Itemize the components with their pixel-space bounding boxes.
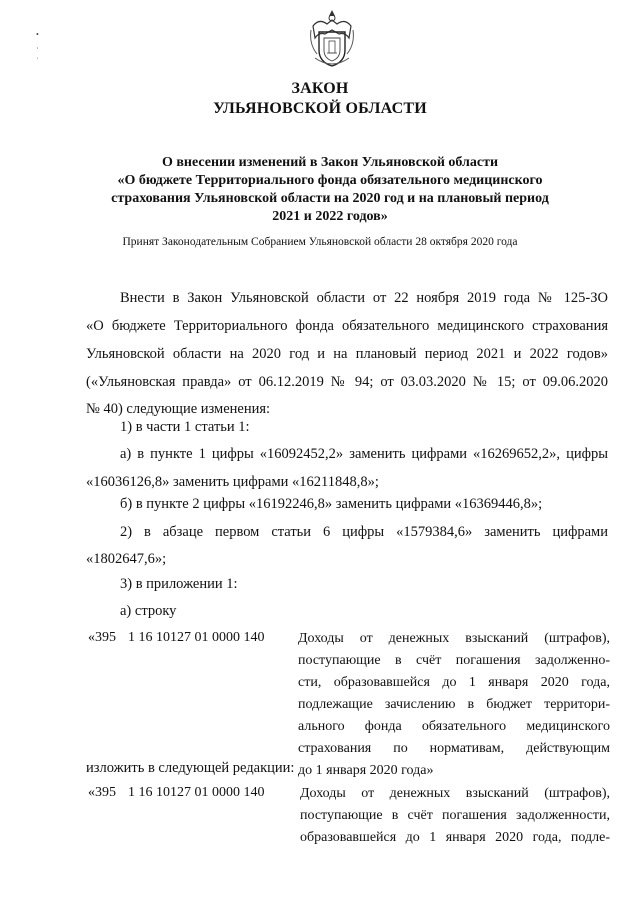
- margin-mark: ˙: [36, 56, 39, 65]
- law-title: ЗАКОН: [291, 80, 349, 97]
- margin-mark: ·: [36, 44, 39, 53]
- row-description-line: образовавшейся до 1 января 2020 года, подле-: [300, 830, 610, 845]
- replace-instruction: изложить в следующей редакции:: [86, 760, 295, 776]
- margin-mark: •: [36, 30, 39, 39]
- row-description-line: страхования по нормативам, действующим: [298, 741, 610, 756]
- item-3: 3) в приложении 1:: [120, 576, 238, 592]
- item-3a: а) строку: [120, 603, 177, 619]
- item-1: 1) в части 1 статьи 1:: [120, 419, 250, 435]
- intro-line: Ульяновской области на 2020 год и на плановый период 2021 и 2022 годов»: [86, 346, 608, 362]
- item-1b: б) в пункте 2 цифры «16192246,8» заменить цифрами «16369446,8»;: [120, 496, 543, 512]
- item-2-line: 2) в абзаце первом статьи 6 цифры «1579384,6» заменить цифрами: [120, 524, 608, 540]
- row-kbk-code: 1 16 10127 01 0000 140: [128, 785, 265, 800]
- row-description-line: до 1 января 2020 года»: [298, 763, 434, 778]
- item-1a-line: а) в пункте 1 цифры «16092452,2» заменить цифрами «16269652,2», цифры: [120, 446, 608, 462]
- row-description: [298, 628, 610, 782]
- row-description: [300, 783, 610, 849]
- subtitle-line: О внесении изменений в Закон Ульяновской области: [161, 155, 499, 170]
- intro-line: Внести в Закон Ульяновской области от 22 ноября 2019 года № 125-ЗО: [120, 290, 608, 306]
- region-title: УЛЬЯНОВСКОЙ ОБЛАСТИ: [213, 100, 427, 117]
- row-description-line: ального фонда обязательного медицинского: [298, 719, 610, 734]
- row-quote-code: «395: [88, 630, 116, 645]
- item-1a-line: «16036126,8» заменить цифрами «16211848,8»;: [86, 474, 379, 490]
- row-kbk-code: 1 16 10127 01 0000 140: [128, 630, 265, 645]
- law-subtitle: [100, 154, 560, 226]
- row-description-line: подлежащие зачислению в бюджет территори-: [298, 697, 610, 712]
- adoption-note: Принят Законодательным Собранием Ульяновской области 28 октября 2020 года: [122, 236, 518, 248]
- intro-line: «О бюджете Территориального фонда обязательного медицинского страхования: [86, 318, 608, 334]
- subtitle-line: страхования Ульяновской области на 2020 год и на плановый период: [111, 191, 549, 206]
- subtitle-line: «О бюджете Территориального фонда обязательного медицинского: [117, 173, 543, 188]
- intro-line: № 40) следующие изменения:: [86, 401, 271, 417]
- coat-of-arms-icon: [305, 8, 359, 70]
- row-description-line: Доходы от денежных взысканий (штрафов),: [298, 631, 610, 646]
- item-2-line: «1802647,6»;: [86, 551, 167, 567]
- row-description-line: поступающие в счёт погашения задолженно-: [298, 653, 610, 668]
- row-description-line: сти, образовавшейся до 1 января 2020 года,: [298, 675, 610, 690]
- row-quote-code: «395: [88, 785, 116, 800]
- intro-line: («Ульяновская правда» от 06.12.2019 № 94; от 03.03.2020 № 15; от 09.06.2020: [86, 374, 608, 390]
- row-description-line: Доходы от денежных взысканий (штрафов),: [300, 786, 610, 801]
- subtitle-line: 2021 и 2022 годов»: [272, 209, 388, 224]
- row-description-line: поступающие в счёт погашения задолженности,: [300, 808, 610, 823]
